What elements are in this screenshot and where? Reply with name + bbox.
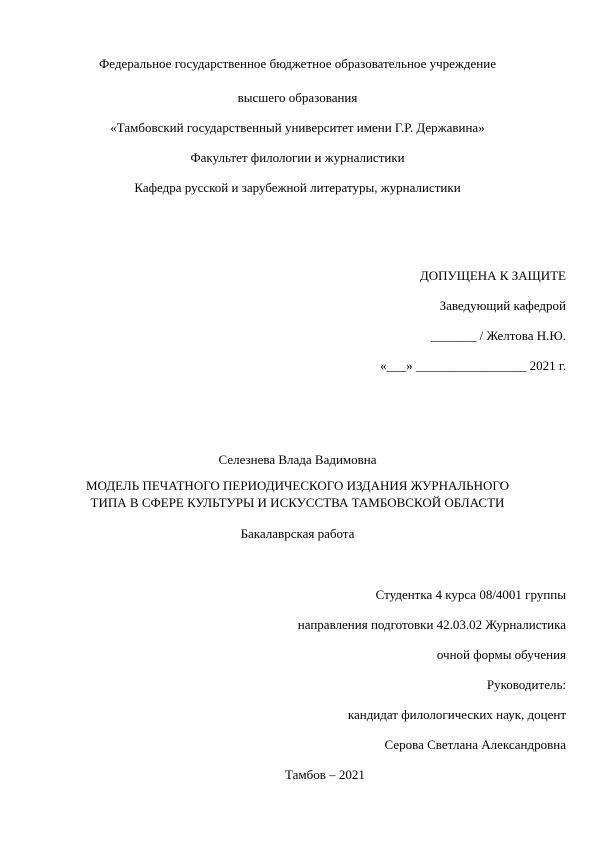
head-of-department-label: Заведующий кафедрой: [439, 298, 566, 313]
university-name: «Тамбовский государственный университет имени Г.Р. Державина»: [110, 120, 485, 135]
thesis-title-line-1: МОДЕЛЬ ПЕЧАТНОГО ПЕРИОДИЧЕСКОГО ИЗДАНИЯ ЖУРНАЛЬНОГО: [86, 478, 509, 493]
education-level: высшего образования: [237, 90, 358, 105]
study-form: очной формы обучения: [436, 647, 566, 662]
author-name: Селезнева Влада Вадимовна: [218, 452, 377, 467]
faculty-name: Факультет филологии и журналистики: [190, 150, 405, 165]
approval-date-line: «___» _________________ 2021 г.: [380, 358, 566, 373]
student-program: направления подготовки 42.03.02 Журналистика: [297, 617, 566, 632]
supervisor-degree: кандидат филологических наук, доцент: [347, 707, 566, 722]
work-type: Бакалаврская работа: [240, 526, 355, 541]
student-course-group: Студентка 4 курса 08/4001 группы: [375, 587, 566, 602]
institution-type: Федеральное государственное бюджетное образовательное учреждение: [99, 56, 496, 71]
supervisor-label: Руководитель:: [486, 677, 566, 692]
approval-status: ДОПУЩЕНА К ЗАЩИТЕ: [419, 268, 566, 283]
head-signature-line: _______ / Желтова Н.Ю.: [430, 328, 566, 343]
department-name: Кафедра русской и зарубежной литературы, журналистики: [134, 180, 461, 195]
city-year: Тамбов – 2021: [285, 767, 365, 782]
supervisor-name: Серова Светлана Александровна: [384, 737, 566, 752]
thesis-title-line-2: ТИПА В СФЕРЕ КУЛЬТУРЫ И ИСКУССТВА ТАМБОВСКОЙ ОБЛАСТИ: [90, 495, 505, 510]
thesis-title: [0, 477, 595, 511]
